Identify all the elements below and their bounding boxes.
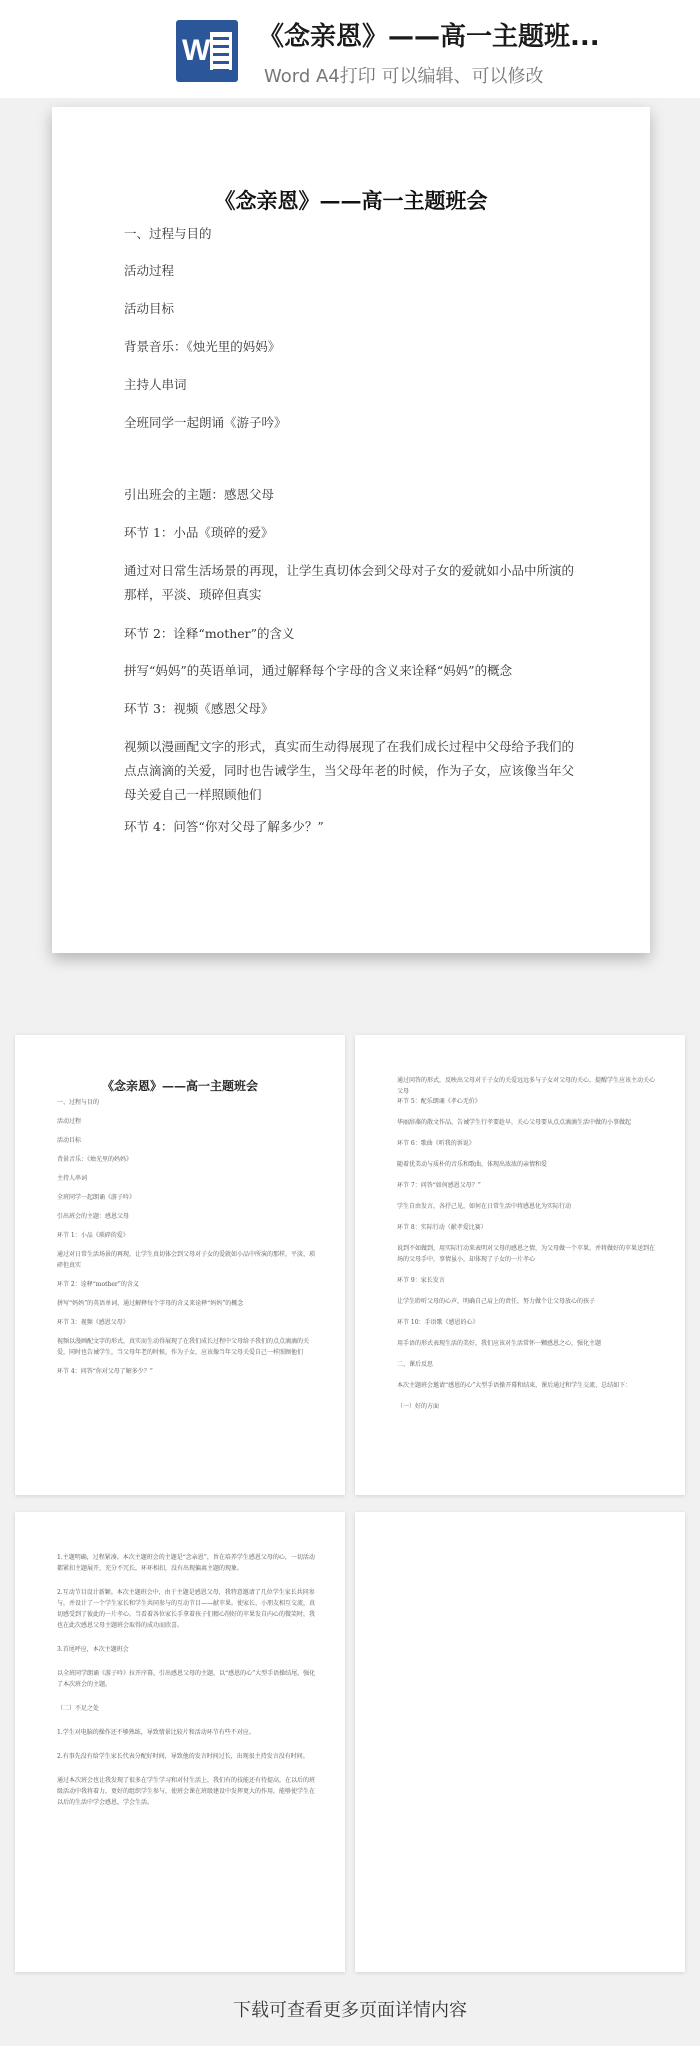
thumbnail-text-line: 活动过程	[57, 1118, 82, 1125]
word-icon-lines	[210, 32, 232, 70]
page-text-line: 视频以漫画配文字的形式，真实而生动得展现了在我们成长过程中父母给予我们的点点滴滴的关爱，同时也告诫学生，当父母年老的时候，作为子女，应该像当年父母关爱自己一样照顾他们	[124, 739, 575, 802]
thumbnail-text-line: 通过问答的形式，反映出父母对于子女的关爱远远多与子女对父母的关心，提醒学生应该主动关心父母	[397, 1077, 656, 1095]
thumbnail-text-line: 二、课后反思	[397, 1361, 434, 1368]
page-text-line: 环节 3：视频《感恩父母》	[124, 701, 274, 716]
header-bar	[0, 0, 700, 98]
page-text-line: 环节 4：问答“你对父母了解多少？”	[124, 819, 324, 834]
document-title: 《念亲恩》——高一主题班...	[258, 22, 600, 52]
thumbnail-text-line: 环节 9：家长发言	[397, 1277, 445, 1284]
thumbnail-text-line: 用手语的形式表现生活的美好，我们应该对生活常怀一颗感恩之心，强化主题	[397, 1340, 602, 1347]
page-text-line: 活动过程	[124, 263, 175, 278]
download-more-prompt[interactable]: 下载可查看更多页面详情内容	[233, 2000, 467, 2021]
thumbnail-text-line: 主持人串词	[57, 1175, 88, 1182]
thumbnail-text-line: 环节 6：歌曲《听我的诉说》	[397, 1140, 475, 1147]
thumbnail-text-line: 1.主题明确，过程紧凑。本次主题班会的主题是“念亲恩”，旨在培养学生感恩父母的心，一切活动都紧扣主题展开，充分不冗长，环环相扣，没有出现偏离主题的现象。	[57, 1554, 315, 1572]
page-text-line: 背景音乐：《烛光里的妈妈》	[124, 339, 281, 354]
word-icon-letter: W	[182, 34, 211, 67]
thumbnail-text-line: 随着优美动与质朴的音乐和歌曲，体现出浓浓的亲情和爱	[397, 1161, 548, 1168]
thumbnail-text-line: 环节 3：视频《感恩父母》	[57, 1319, 129, 1326]
page-text-line: 通过对日常生活场景的再现，让学生真切体会到父母对子女的爱就如小品中所演的那样，平淡、琐碎但真实	[124, 563, 575, 602]
thumbnail-text-line: 华丽辞藻的散文作品，告诫学生行孝要趁早，关心父母要从点点滴滴生活中做的小事做起	[397, 1119, 632, 1126]
thumbnail-text-line: 环节 4：问答“你对父母了解多少？”	[57, 1368, 153, 1375]
thumbnail-text-line: 让学生聆听父母的心声，明确自己肩上的责任，努力做个让父母放心的孩子	[397, 1298, 596, 1305]
thumbnail-text-line: 环节 7：问答“如何感恩父母？”	[397, 1182, 481, 1189]
word-document-icon	[176, 20, 238, 82]
thumbnail-text-line: 学生自由发言，各抒己见，如何在日常生活中将感恩化为实际行动	[397, 1203, 572, 1210]
thumbnail-text-line: 以全班同学朗诵《游子吟》拉开序幕，引出感恩父母的主题，以“感恩的心”大型手语操结尾，强化了本次班会的主题。	[57, 1670, 316, 1688]
thumbnail-text-line: 本次主题班会邀请“感恩的心”大型手语操开幕和结束，课后通过和学生交流、总结如下：	[397, 1382, 632, 1389]
thumbnail-text-line: 拼写“妈妈”的英语单词，通过解释每个字母的含义来诠释“妈妈”的概念	[57, 1300, 244, 1307]
page-thumbnail-4[interactable]	[355, 1512, 685, 1972]
page-text-line: 活动目标	[124, 301, 175, 316]
document-page-preview[interactable]	[52, 107, 650, 953]
thumbnail-text-line: 全班同学一起朗诵《游子吟》	[57, 1194, 136, 1201]
thumbnail-text-line: 3.首尾呼应，本次主题班会	[57, 1646, 129, 1653]
page-text-line: 引出班会的主题：感恩父母	[124, 487, 275, 502]
page-text-line: 环节 2：诠释“mother”的含义	[124, 626, 295, 641]
thumbnail-text-line: 环节 1：小品《琐碎的爱》	[57, 1232, 129, 1239]
page-thumbnail-3[interactable]	[15, 1512, 345, 1972]
page-text-line: 环节 1：小品《琐碎的爱》	[124, 525, 274, 540]
page-text-line: 主持人串词	[124, 377, 187, 392]
thumbnail-text-line: 环节 2：诠释“mother”的含义	[57, 1281, 139, 1288]
thumbnail-text-line: 引出班会的主题：感恩父母	[57, 1213, 130, 1220]
thumbnail-text-line: 视频以漫画配文字的形式，真实而生动得展现了在我们成长过程中父母给予我们的点点滴滴的关爱，同时也告诫学生，当父母年老的时候，作为子女，应该像当年父母关爱自己一样照顾他们	[57, 1338, 310, 1356]
thumbnail-text-line: 活动目标	[57, 1137, 82, 1144]
thumbnail-text-line: 2.有事先没有给学生家长代表分配好时间，导致他的发言时间过长，出现很主持发言没有时间。	[57, 1753, 309, 1760]
page-text-line: 一、过程与目的	[124, 226, 212, 241]
thumbnail-text-line: 说到不如做到，用实际行动来表明对父母的感恩之情，为父母做一个苹果，并将做好的苹果送到在场的父母手中，事情虽小，却体现了子女的一片孝心	[397, 1245, 656, 1263]
thumbnail-text-line: （一）好的方面	[397, 1403, 440, 1410]
thumbnail-text-line: 环节 10：手语歌《感恩的心》	[397, 1319, 479, 1326]
document-subtitle: Word A4打印 可以编辑、可以修改	[264, 66, 544, 87]
page-text-line: 全班同学一起朗诵《游子吟》	[124, 415, 287, 430]
thumbnail-text-line: 通过本次班会也让我发现了很多在学生学习和对付生活上，我们有的技能还有待提高，在以后的班级活动中我将着力，更好的组织学生参与，使班会课在班级建设中发挥更大的作用，能够使学生在以后的生活中学会感恩，学会生活。	[57, 1777, 316, 1806]
thumbnail-text-line: 环节 8：实际行动（献孝爱比赛）	[397, 1224, 487, 1231]
thumbnail-text-line: 环节 5：配乐朗诵《孝心无价》	[397, 1098, 481, 1105]
thumbnail-text-line: 1.学生对电脑的操作还不够熟练，导致情景比较片和活动环节有些不对应。	[57, 1729, 255, 1736]
thumbnail-text-line: 2.互动节目设计新颖。本次主题班会中，由于主题是感恩父母，我特意邀请了几位学生家长共同参与，并设计了一个学生家长和学生共同参与的互动节目——献苹果。使家长、小朋友相互交流，真切感受到了彼此的一片孝心。当看着各位家长手拿着孩子们精心削好的苹果发自内心的微笑时，我也在此次感恩父母主题班会取得的成功而欣喜。	[57, 1589, 316, 1629]
page-thumbnail-1[interactable]	[15, 1035, 345, 1495]
thumbnail-text-line: 一、过程与目的	[57, 1099, 100, 1106]
thumbnail-text-line: 通过对日常生活场景的再现，让学生真切体会到父母对子女的爱就如小品中所演的那样，平淡、琐碎但真实	[57, 1251, 316, 1269]
thumbnail-text-line: 背景音乐：《烛光里的妈妈》	[57, 1156, 133, 1163]
page-thumbnail-2[interactable]	[355, 1035, 685, 1495]
thumbnail-title: 《念亲恩》——高一主题班会	[101, 1079, 258, 1093]
page-title: 《念亲恩》——高一主题班会	[214, 188, 488, 213]
thumbnail-text-line: （二）不足之处	[57, 1705, 100, 1712]
page-text-line: 拼写“妈妈”的英语单词，通过解释每个字母的含义来诠释“妈妈”的概念	[124, 663, 513, 678]
